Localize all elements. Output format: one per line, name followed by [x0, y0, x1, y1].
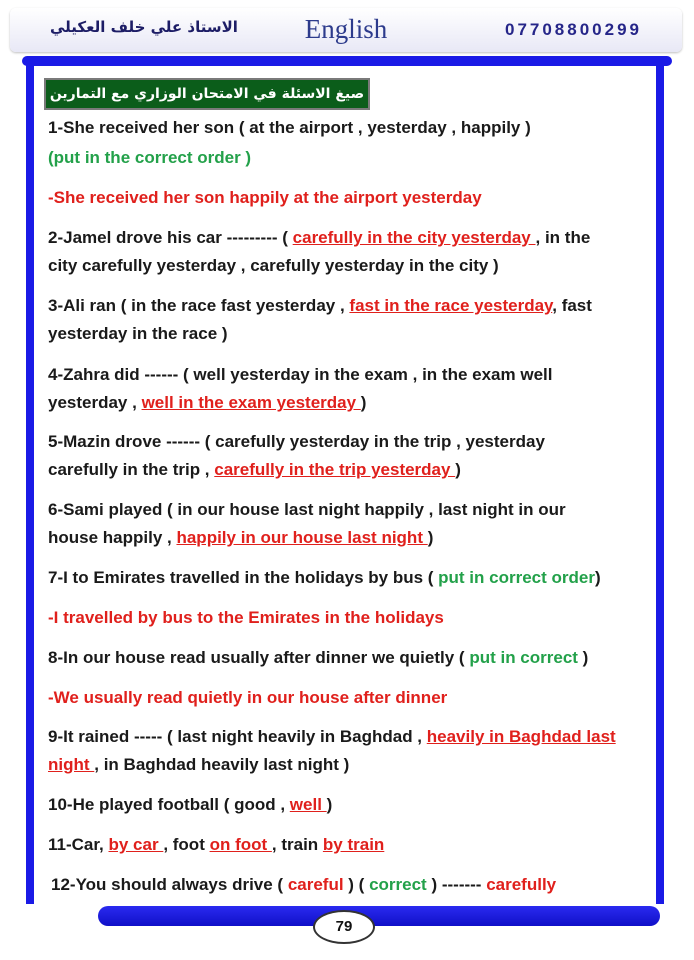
q8-line1	[48, 648, 588, 668]
q4-text: 4-Zahra did ------ ( well yesterday in the exam , in the exam well	[48, 365, 553, 384]
q6-line2	[48, 528, 433, 548]
q2-text: 2-Jamel drove his car --------- (	[48, 228, 293, 247]
q5-text: 5-Mazin drove ------ ( carefully yesterday in the trip , yesterday	[48, 432, 545, 451]
phone-number: 07708800299	[504, 20, 642, 39]
q4-line2	[48, 393, 366, 413]
q8-text-d: )	[582, 648, 589, 667]
bottom-blue-bar	[98, 906, 660, 926]
page-number: 79	[313, 910, 375, 944]
q7-line1	[48, 568, 601, 588]
author-name: الاستاذ علي خلف العكيلي	[50, 18, 238, 36]
q10-answer: well	[289, 795, 327, 814]
q3-line2	[48, 324, 228, 344]
q7-text: 7-I to Emirates travelled in the holidays by bus (	[48, 568, 439, 587]
q8-answer-text: -We usually read quietly in our house after dinner	[48, 688, 448, 707]
q5-text-c: carefully in the trip ,	[48, 460, 215, 479]
q12-line1	[51, 875, 556, 895]
q2-answer: carefully in the city yesterday	[292, 228, 536, 247]
q3-answer: fast in the race yesterday	[349, 296, 553, 315]
q4-text-d: )	[360, 393, 367, 412]
q5-answer: carefully in the trip yesterday	[214, 460, 456, 479]
q7-answer	[48, 608, 444, 628]
q11-text: 11-Car,	[48, 835, 109, 854]
q5-line1	[48, 432, 545, 452]
q12-careful: careful	[287, 875, 349, 894]
q11-line1	[48, 835, 384, 855]
q8-instruction: put in correct	[469, 648, 583, 667]
q12-answer: carefully	[486, 875, 557, 894]
q12-text: 12-You should always drive (	[51, 875, 288, 894]
q10-line1	[48, 795, 332, 815]
q5-line2	[48, 460, 461, 480]
q1-line1	[48, 118, 531, 138]
q1-instruction-text: (put in the correct order )	[48, 148, 252, 167]
q12-text-b: ) (	[348, 875, 370, 894]
q11-answer-foot: on foot	[209, 835, 272, 854]
q11-text-c: , train	[271, 835, 323, 854]
q1-answer	[48, 188, 482, 208]
q11-text-b: , foot	[163, 835, 210, 854]
q6-text: 6-Sami played ( in our house last night happily , last night in our	[48, 500, 566, 519]
q6-line1	[48, 500, 566, 520]
q6-text-c: house happily ,	[48, 528, 177, 547]
q12-text-c: ) -------	[431, 875, 487, 894]
q6-text-d: )	[427, 528, 434, 547]
q3-text-b: , fast	[552, 296, 592, 315]
q2-text-c: city carefully yesterday , carefully yesterday in the city )	[48, 256, 499, 275]
q11-answer-train: by train	[322, 835, 385, 854]
q9-text: 9-It rained ----- ( last night heavily in Baghdad ,	[48, 727, 427, 746]
q12-correct: correct	[369, 875, 432, 894]
section-title: صيغ الاسئلة في الامتحان الوزاري مع التمارين	[44, 78, 370, 110]
page-frame	[26, 60, 664, 904]
q10-text-d: )	[326, 795, 333, 814]
q6-answer: happily in our house last night	[176, 528, 428, 547]
q10-text: 10-He played football ( good ,	[48, 795, 290, 814]
q1-answer-text: -She received her son happily at the airport yesterday	[48, 188, 482, 207]
q3-text-c: yesterday in the race )	[48, 324, 228, 343]
q2-line2	[48, 256, 499, 276]
q9-answer-cont: night	[48, 755, 95, 774]
q8-answer	[48, 688, 447, 708]
q4-text-c: yesterday ,	[48, 393, 142, 412]
q4-answer: well in the exam yesterday	[141, 393, 361, 412]
q7-text-d: )	[594, 568, 601, 587]
q9-line2	[48, 755, 349, 775]
q11-answer-car: by car	[108, 835, 164, 854]
q9-answer: heavily in Baghdad last	[426, 727, 616, 746]
subject-title: English	[304, 14, 388, 44]
q7-answer-text: -I travelled by bus to the Emirates in the holidays	[48, 608, 444, 627]
q7-instruction: put in correct order	[438, 568, 595, 587]
q9-line1	[48, 727, 616, 747]
q1-instruction	[48, 148, 251, 168]
q3-line1	[48, 296, 592, 316]
q2-line1	[48, 228, 590, 248]
page-header	[10, 8, 682, 52]
q9-text-c: , in Baghdad heavily last night )	[94, 755, 350, 774]
q4-line1	[48, 365, 552, 385]
q8-text: 8-In our house read usually after dinner we quietly (	[48, 648, 470, 667]
q2-text-b: , in the	[535, 228, 591, 247]
q3-text: 3-Ali ran ( in the race fast yesterday ,	[48, 296, 350, 315]
q5-text-d: )	[455, 460, 461, 479]
q1-text: 1-She received her son ( at the airport , yesterday , happily )	[48, 118, 531, 137]
